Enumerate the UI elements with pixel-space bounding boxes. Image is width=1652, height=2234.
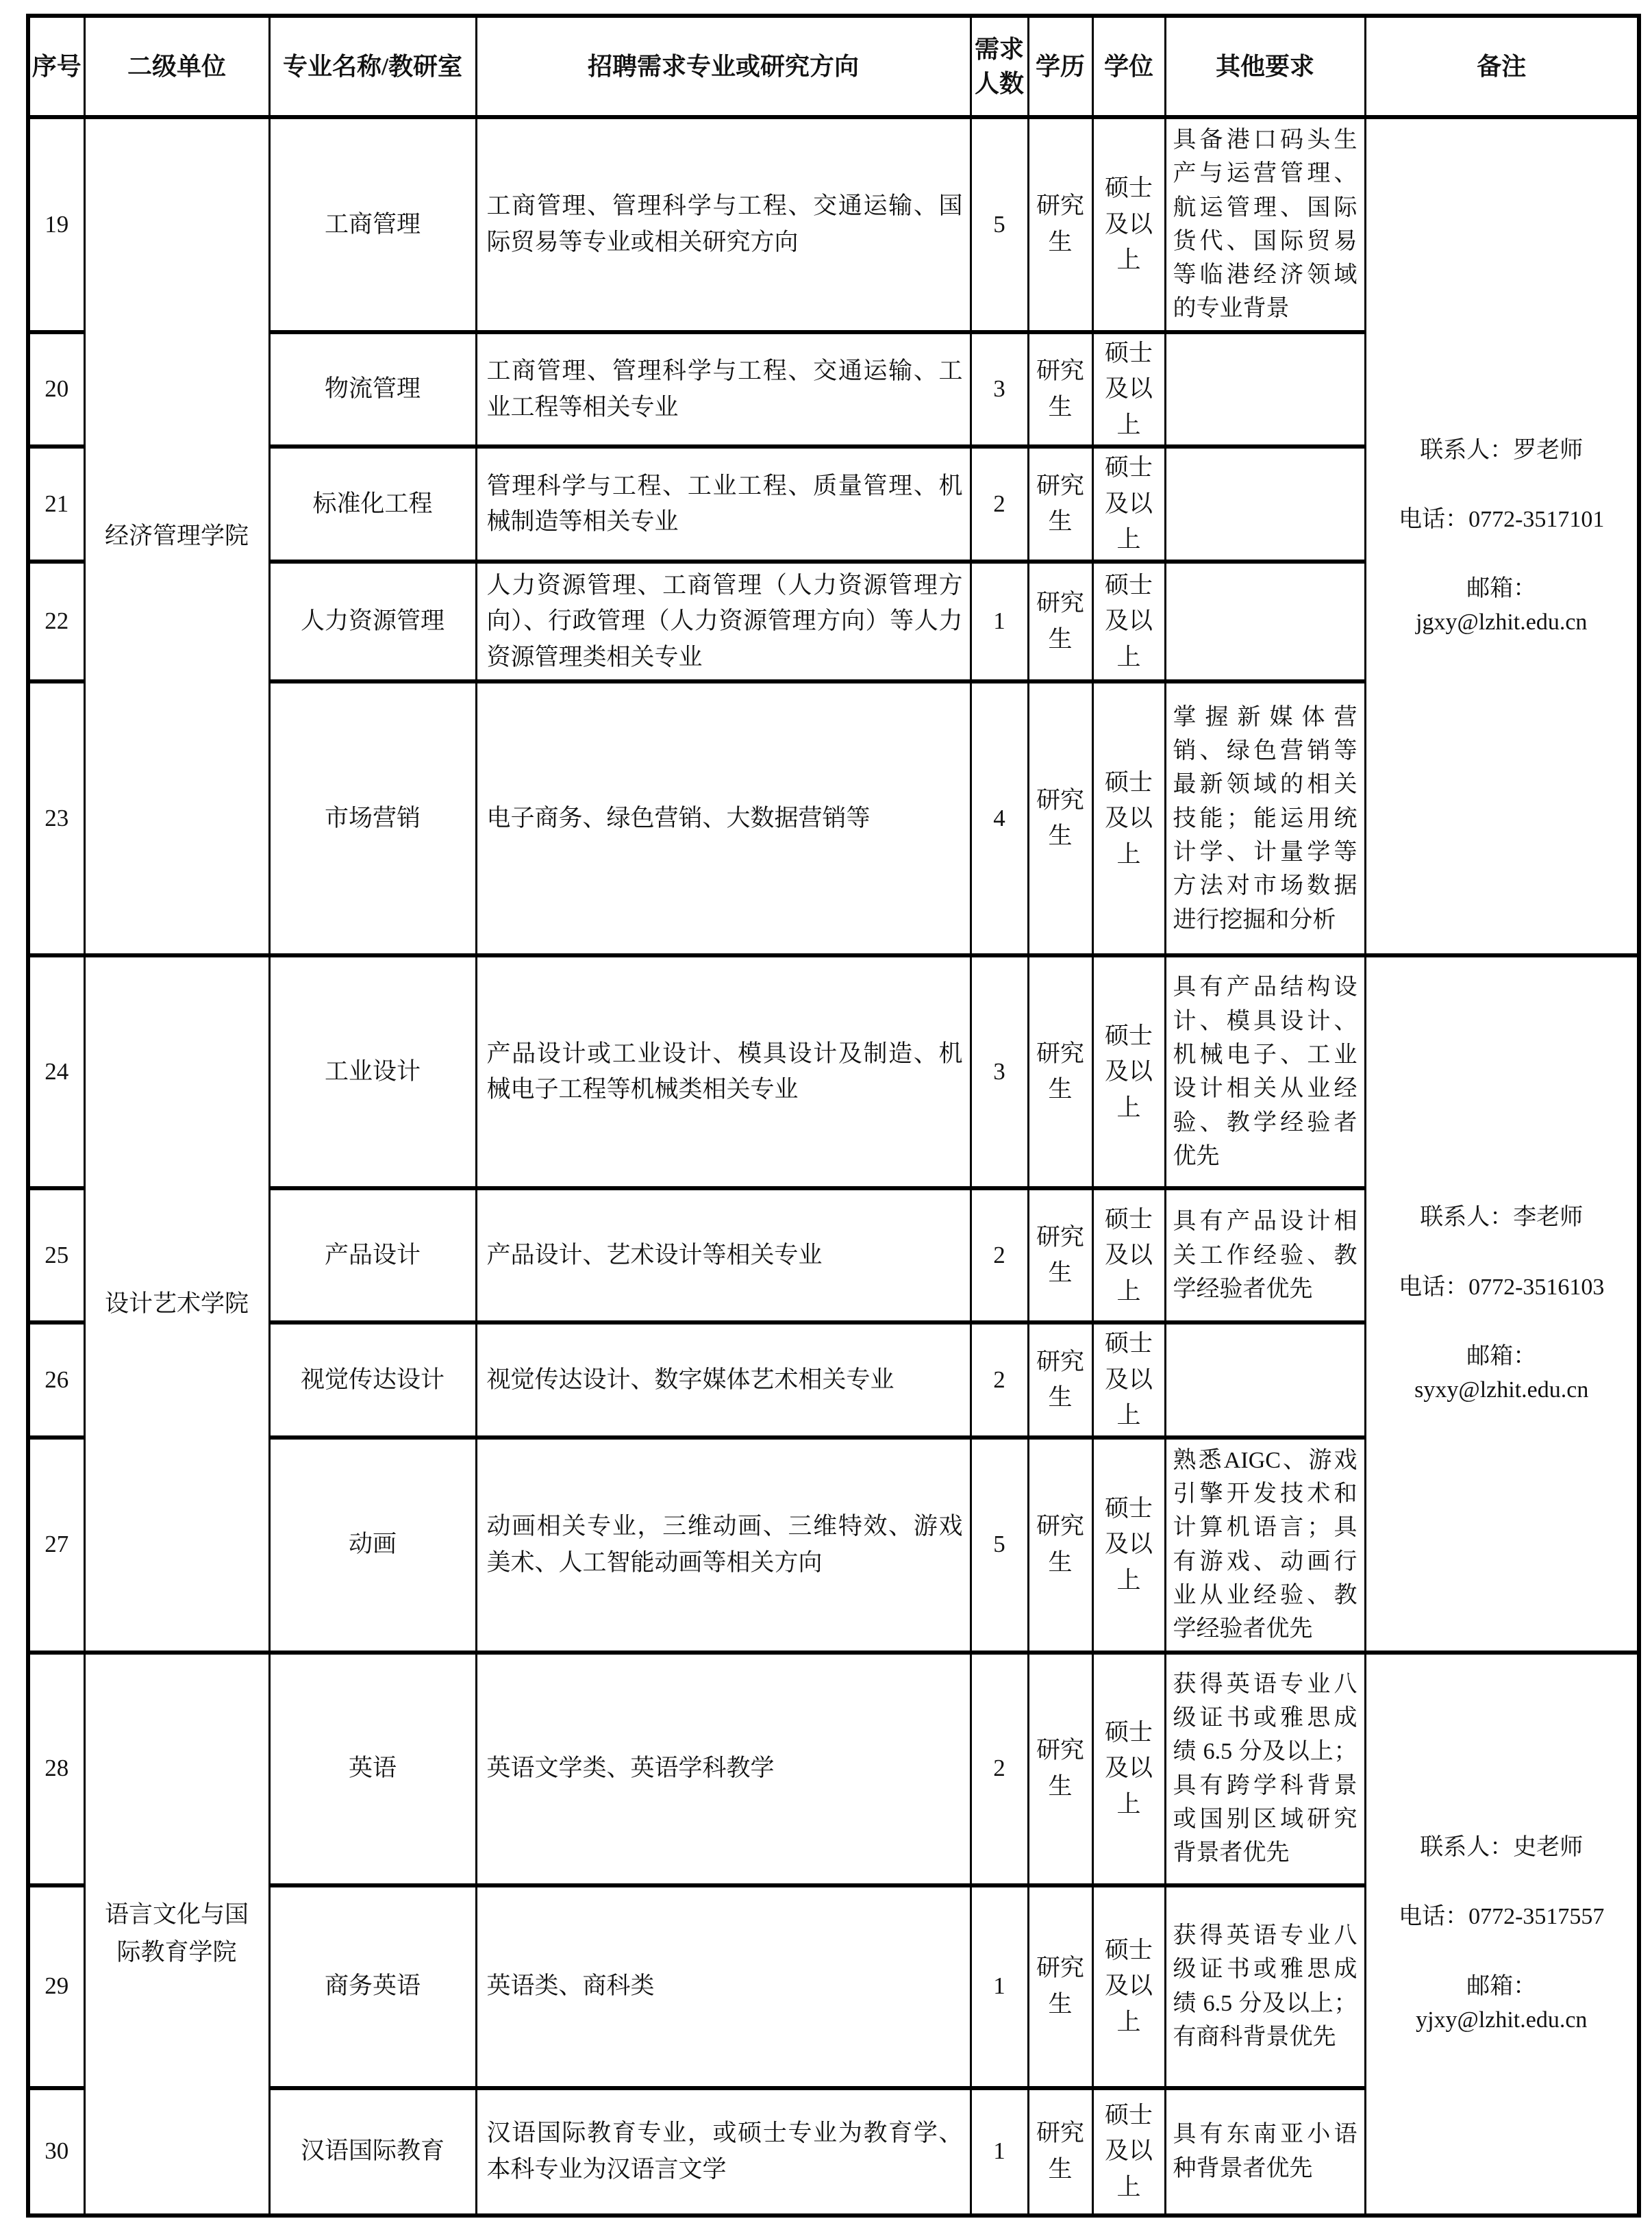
table-row [28,117,1639,332]
header-education: 学历 [1028,16,1092,117]
cell-count: 2 [971,447,1028,562]
cell-education: 研究生 [1028,681,1092,955]
cell-count: 1 [971,562,1028,682]
header-row [28,16,1639,117]
cell-seq: 29 [28,1885,84,2088]
cell-degree: 硕士及以上 [1092,447,1165,562]
cell-direction: 汉语国际教育专业，或硕士专业为教育学、本科专业为汉语言文学 [476,2088,971,2216]
cell-major: 产品设计 [269,1188,476,1322]
recruitment-table [26,14,1641,2218]
cell-count: 3 [971,955,1028,1188]
cell-education: 研究生 [1028,332,1092,447]
cell-degree: 硕士及以上 [1092,1438,1165,1653]
cell-major: 视觉传达设计 [269,1322,476,1438]
cell-count: 5 [971,1438,1028,1653]
remark-email: syxy@lzhit.edu.cn [1414,1377,1589,1403]
remark-email: yjxy@lzhit.edu.cn [1416,2007,1588,2033]
remark-email-label: 邮箱： [1466,576,1537,602]
cell-major: 市场营销 [269,681,476,955]
cell-count: 1 [971,2088,1028,2216]
cell-seq: 30 [28,2088,84,2216]
cell-major: 人力资源管理 [269,562,476,682]
cell-direction: 产品设计、艺术设计等相关专业 [476,1188,971,1322]
cell-other-req: 获得英语专业八级证书或雅思成绩 6.5 分及以上；具有跨学科背景或国别区域研究背景者优先 [1165,1653,1365,1885]
table-row [28,1653,1639,1885]
remark-contact: 联系人：罗老师 [1420,437,1584,463]
header-degree: 学位 [1092,16,1165,117]
cell-major: 商务英语 [269,1885,476,2088]
cell-remark [1365,1653,1639,2216]
remark-phone: 电话：0772-3517557 [1399,1904,1605,1930]
cell-other-req: 熟悉AIGC、游戏引擎开发技术和计算机语言；具有游戏、动画行业从业经验、教学经验者优先 [1165,1438,1365,1653]
cell-major: 英语 [269,1653,476,1885]
cell-degree: 硕士及以上 [1092,2088,1165,2216]
cell-other-req: 具有东南亚小语种背景者优先 [1165,2088,1365,2216]
cell-other-req [1165,1322,1365,1438]
cell-degree: 硕士及以上 [1092,332,1165,447]
cell-education: 研究生 [1028,1653,1092,1885]
cell-direction: 动画相关专业，三维动画、三维特效、游戏美术、人工智能动画等相关方向 [476,1438,971,1653]
cell-degree: 硕士及以上 [1092,117,1165,332]
cell-seq: 21 [28,447,84,562]
cell-seq: 26 [28,1322,84,1438]
cell-major: 物流管理 [269,332,476,447]
cell-seq: 25 [28,1188,84,1322]
cell-seq: 28 [28,1653,84,1885]
cell-major: 工商管理 [269,117,476,332]
header-direction: 招聘需求专业或研究方向 [476,16,971,117]
remark-phone: 电话：0772-3516103 [1399,1274,1605,1300]
remark-phone: 电话：0772-3517101 [1399,506,1605,532]
cell-unit: 经济管理学院 [84,117,269,955]
cell-degree: 硕士及以上 [1092,1885,1165,2088]
cell-direction: 工商管理、管理科学与工程、交通运输、国际贸易等专业或相关研究方向 [476,117,971,332]
cell-direction: 管理科学与工程、工业工程、质量管理、机械制造等相关专业 [476,447,971,562]
header-remark: 备注 [1365,16,1639,117]
header-unit: 二级单位 [84,16,269,117]
cell-other-req [1165,447,1365,562]
remark-email-label: 邮箱： [1466,1343,1537,1369]
cell-unit: 语言文化与国际教育学院 [84,1653,269,2216]
remark-contact: 联系人：史老师 [1420,1834,1584,1860]
cell-education: 研究生 [1028,1188,1092,1322]
cell-remark [1365,955,1639,1652]
cell-seq: 20 [28,332,84,447]
cell-degree: 硕士及以上 [1092,1653,1165,1885]
cell-seq: 23 [28,681,84,955]
remark-contact: 联系人：李老师 [1420,1205,1584,1231]
cell-direction: 产品设计或工业设计、模具设计及制造、机械电子工程等机械类相关专业 [476,955,971,1188]
cell-direction: 英语类、商科类 [476,1885,971,2088]
cell-other-req: 获得英语专业八级证书或雅思成绩 6.5 分及以上；有商科背景优先 [1165,1885,1365,2088]
cell-seq: 27 [28,1438,84,1653]
header-other-req: 其他要求 [1165,16,1365,117]
cell-major: 标准化工程 [269,447,476,562]
cell-education: 研究生 [1028,955,1092,1188]
cell-other-req: 具有产品设计相关工作经验、教学经验者优先 [1165,1188,1365,1322]
cell-count: 5 [971,117,1028,332]
cell-direction: 视觉传达设计、数字媒体艺术相关专业 [476,1322,971,1438]
remark-email: jgxy@lzhit.edu.cn [1416,610,1588,636]
cell-degree: 硕士及以上 [1092,1322,1165,1438]
cell-direction: 工商管理、管理科学与工程、交通运输、工业工程等相关专业 [476,332,971,447]
header-seq: 序号 [28,16,84,117]
cell-count: 4 [971,681,1028,955]
cell-degree: 硕士及以上 [1092,681,1165,955]
cell-count: 1 [971,1885,1028,2088]
cell-education: 研究生 [1028,447,1092,562]
cell-major: 动画 [269,1438,476,1653]
cell-seq: 24 [28,955,84,1188]
cell-education: 研究生 [1028,1885,1092,2088]
cell-direction: 电子商务、绿色营销、大数据营销等 [476,681,971,955]
cell-major: 工业设计 [269,955,476,1188]
cell-degree: 硕士及以上 [1092,562,1165,682]
cell-unit: 设计艺术学院 [84,955,269,1652]
cell-education: 研究生 [1028,562,1092,682]
cell-education: 研究生 [1028,117,1092,332]
cell-other-req [1165,332,1365,447]
cell-education: 研究生 [1028,1438,1092,1653]
cell-seq: 19 [28,117,84,332]
cell-count: 2 [971,1188,1028,1322]
cell-seq: 22 [28,562,84,682]
remark-email-label: 邮箱： [1466,1973,1537,1999]
cell-other-req: 具备港口码头生产与运营管理、航运管理、国际货代、国际贸易等临港经济领域的专业背景 [1165,117,1365,332]
cell-direction: 英语文学类、英语学科教学 [476,1653,971,1885]
header-count: 需求人数 [971,16,1028,117]
table-row [28,955,1639,1188]
cell-education: 研究生 [1028,2088,1092,2216]
cell-other-req [1165,562,1365,682]
cell-degree: 硕士及以上 [1092,955,1165,1188]
cell-count: 2 [971,1653,1028,1885]
cell-other-req: 具有产品结构设计、模具设计、机械电子、工业设计相关从业经验、教学经验者优先 [1165,955,1365,1188]
cell-remark [1365,117,1639,955]
cell-count: 2 [971,1322,1028,1438]
header-major: 专业名称/教研室 [269,16,476,117]
cell-direction: 人力资源管理、工商管理（人力资源管理方向）、行政管理（人力资源管理方向）等人力资源管理类相关专业 [476,562,971,682]
cell-degree: 硕士及以上 [1092,1188,1165,1322]
cell-count: 3 [971,332,1028,447]
cell-education: 研究生 [1028,1322,1092,1438]
cell-major: 汉语国际教育 [269,2088,476,2216]
cell-other-req: 掌握新媒体营销、绿色营销等最新领域的相关技能；能运用统计学、计量学等方法对市场数据进行挖掘和分析 [1165,681,1365,955]
